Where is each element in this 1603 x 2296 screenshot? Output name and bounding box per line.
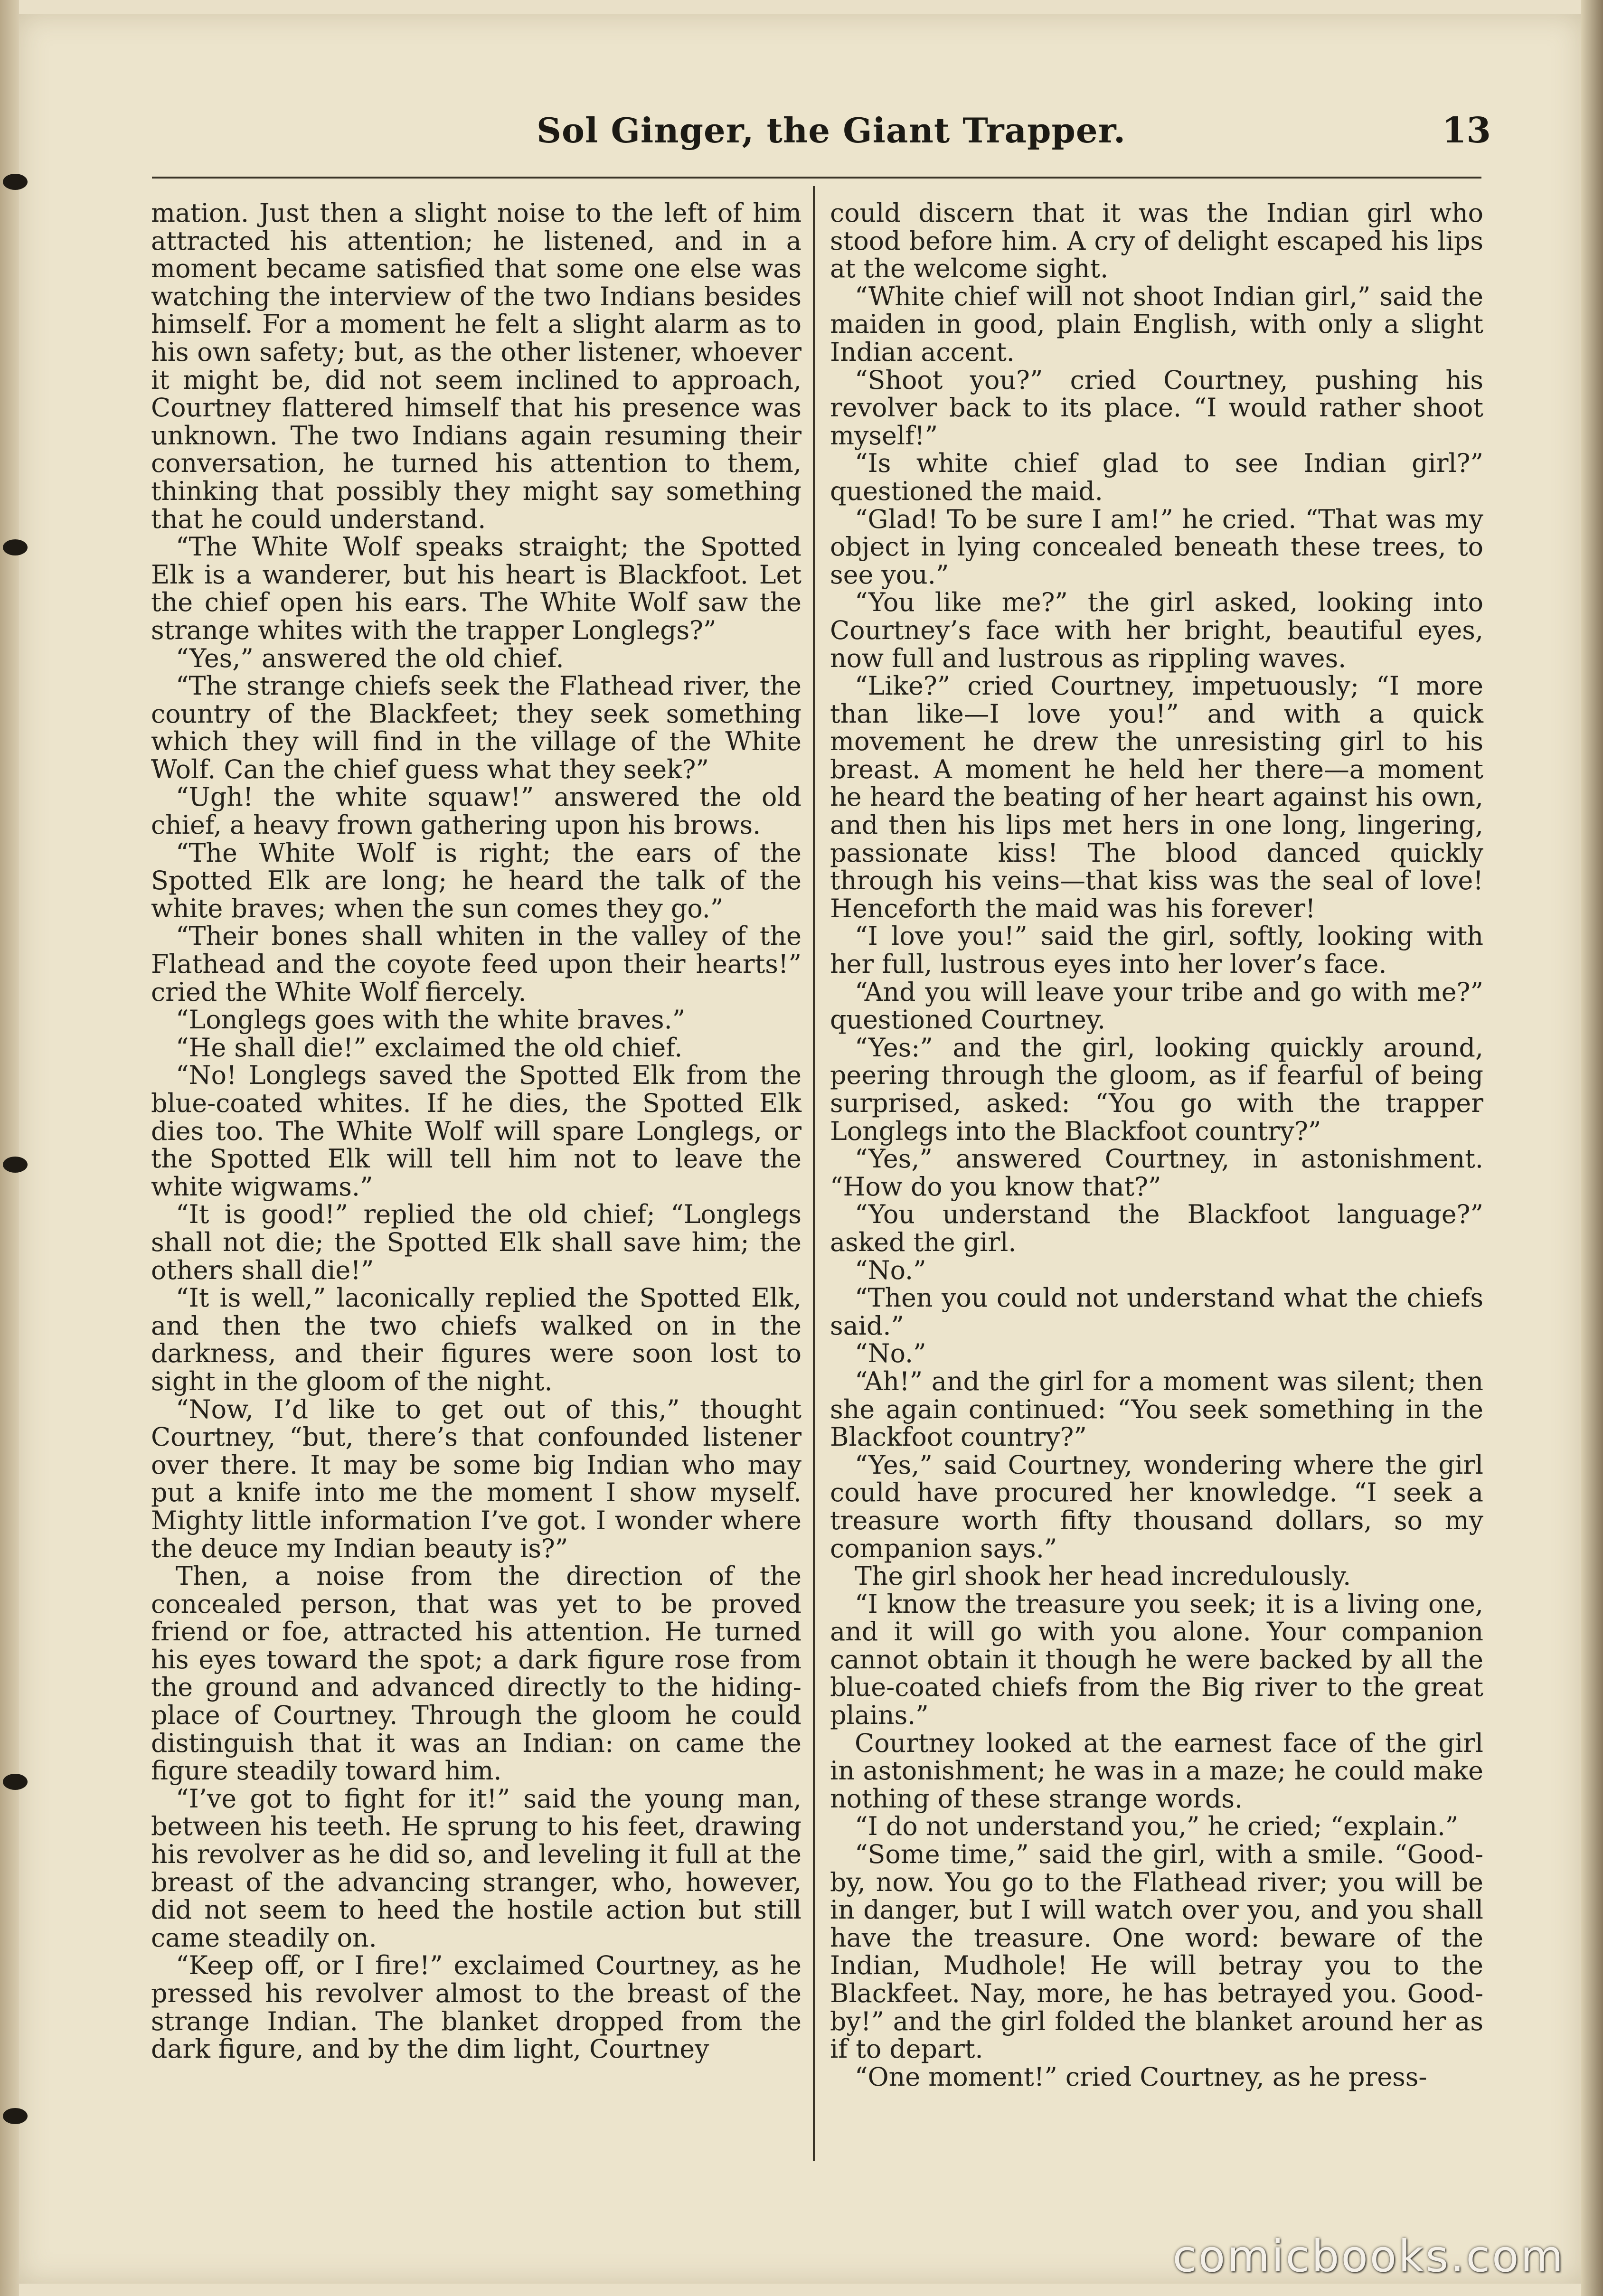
paragraph: “I’ve got to fight for it!” said the young man, between his teeth. He sprung to his feet, drawing his revolver as he did so, and leveling it full at the breast of the advancing stranger, who, however, did not seem to heed the hostile action but still came steadily on. <box>151 1783 802 1953</box>
paragraph: “I know the treasure you seek; it is a living one, and it will go with you alone. Your companion cannot obtain it though he were backed by all the blue-coated chiefs from the Big river to the great plains.” <box>830 1589 1483 1731</box>
paragraph: “Yes,” answered Courtney, in astonishment. “How do you know that?” <box>830 1144 1483 1202</box>
binding-spine <box>0 0 19 2296</box>
paragraph: “The strange chiefs seek the Flathead river, the country of the Blackfeet; they seek something which they will find in the village of the White Wolf. Can the chief guess what they seek?” <box>151 671 802 784</box>
paragraph: could discern that it was the Indian girl who stood before him. A cry of delight escaped his lips at the welcome sight. <box>830 198 1483 284</box>
paragraph: The girl shook her head incredulously. <box>855 1561 1351 1591</box>
paragraph: “Yes:” and the girl, looking quickly around, peering through the gloom, as if fearful of being surprised, asked: “You go with the trapper Longlegs into the Blackfoot country?” <box>830 1032 1483 1146</box>
paragraph: mation. Just then a slight noise to the left of him attracted his attention; he listened, and in a moment became satisfied that some one else was watching the interview of the two Indians besides himself. For a moment he felt a slight alarm as to his own safety; but, as the other listener, whoever it might be, did not seem inclined to approach, Courtney flattered himself that his presence was unknown. The two Indians again resuming their conversation, he turned his attention to them, thinking that possibly they might say something that he could understand. <box>151 198 802 534</box>
paragraph: “It is well,” laconically replied the Spotted Elk, and then the two chiefs walked on in the darkness, and their figures were soon lost to sight in the gloom of the night. <box>151 1283 802 1396</box>
paragraph: “No.” <box>855 1338 926 1369</box>
binding-hole <box>3 1157 28 1173</box>
paragraph: “Longlegs goes with the white braves.” <box>176 1005 686 1035</box>
paragraph: “Ah!” and the girl for a moment was silent; then she again continued: “You seek something in the Blackfoot country?” <box>830 1366 1483 1452</box>
paragraph: “One moment!” cried Courtney, as he press- <box>855 2061 1427 2092</box>
paragraph: “Their bones shall whiten in the valley of the Flathead and the coyote feed upon their hearts!” cried the White Wolf fiercely. <box>151 921 802 1007</box>
running-title: Sol Ginger, the Giant Trapper. <box>537 110 1126 151</box>
binding-hole <box>3 539 28 555</box>
paragraph: “Glad! To be sure I am!” he cried. “That was my object in lying concealed beneath these trees, to see you.” <box>830 504 1483 590</box>
paragraph: “Like?” cried Courtney, impetuously; “I more than like—I love you!” and with a quick movement he drew the unresisting girl to his breast. A moment he held her there—a moment he heard the beating of her heart against his own, and then his lips met hers in one long, lingering, passionate kiss! The blood danced quickly through his veins—that kiss was the seal of love! Henceforth the maid was his forever! <box>830 671 1483 923</box>
paragraph: “The White Wolf is right; the ears of the Spotted Elk are long; he heard the talk of the white braves; when the sun comes they go.” <box>151 837 802 923</box>
paragraph: Courtney looked at the earnest face of the girl in astonishment; he was in a maze; he could make nothing of these strange words. <box>830 1728 1483 1814</box>
paragraph: “I love you!” said the girl, softly, looking with her full, lustrous eyes into her lover’s face. <box>830 921 1483 979</box>
header-rule <box>152 177 1481 179</box>
paragraph: “Yes,” said Courtney, wondering where the girl could have procured her knowledge. “I seek a treasure worth fifty thousand dollars, so my companion says.” <box>830 1449 1483 1563</box>
binding-hole <box>3 1774 28 1790</box>
paragraph: “Keep off, or I fire!” exclaimed Courtney, as he pressed his revolver almost to the breast of the strange Indian. The blanket dropped from the dark figure, and by the dim light, Courtney <box>151 1950 802 2064</box>
paragraph: “You understand the Blackfoot language?” asked the girl. <box>830 1199 1483 1257</box>
paragraph: “It is good!” replied the old chief; “Longlegs shall not die; the Spotted Elk shall save him; the others shall die!” <box>151 1199 802 1285</box>
page-number: 13 <box>1442 110 1491 151</box>
paragraph: “No! Longlegs saved the Spotted Elk from the blue-coated whites. If he dies, the Spotted Elk dies too. The White Wolf will spare Longlegs, or the Spotted Elk will tell him not to leave the white wigwams.” <box>151 1060 802 1202</box>
column-divider <box>813 186 815 2161</box>
paragraph: “You like me?” the girl asked, looking into Courtney’s face with her bright, beautiful eyes, now full and lustrous as rippling waves. <box>830 587 1483 673</box>
paragraph: “Now, I’d like to get out of this,” thought Courtney, “but, there’s that confounded listener over there. It may be some big Indian who may put a knife into me the moment I show myself. Mighty little information I’ve got. I wonder where the deuce my Indian beauty is?” <box>151 1394 802 1563</box>
paragraph: “He shall die!” exclaimed the old chief. <box>176 1032 683 1063</box>
paragraph: “Ugh! the white squaw!” answered the old chief, a heavy frown gathering upon his brows. <box>151 782 802 840</box>
left-column <box>151 199 802 2063</box>
paragraph: “The White Wolf speaks straight; the Spotted Elk is a wanderer, but his heart is Blackfoot. Let the chief open his ears. The White Wolf saw the strange whites with the trapper Longlegs?” <box>151 532 802 645</box>
running-header <box>152 110 1491 162</box>
binding-hole <box>3 2108 28 2124</box>
paragraph: “No.” <box>855 1255 926 1285</box>
page-edge <box>1581 0 1603 2296</box>
paragraph: “Shoot you?” cried Courtney, pushing his revolver back to its place. “I would rather shoot myself!” <box>830 365 1483 451</box>
paragraph: “I do not understand you,” he cried; “explain.” <box>855 1811 1459 1842</box>
paragraph: “Some time,” said the girl, with a smile. “Good-by, now. You go to the Flathead river; you will be in danger, but I will watch over you, and you shall have the treasure. One word: beware of the Indian, Mudhole! He will betray you to the Blackfeet. Nay, more, he has betrayed you. Good-by!” and the girl folded the blanket around her as if to depart. <box>830 1839 1483 2064</box>
paragraph: “White chief will not shoot Indian girl,” said the maiden in good, plain English, with only a slight Indian accent. <box>830 281 1483 367</box>
paragraph: “Is white chief glad to see Indian girl?” questioned the maid. <box>830 448 1483 506</box>
paragraph: Then, a noise from the direction of the concealed person, that was yet to be proved friend or foe, attracted his attention. He turned his eyes toward the spot; a dark figure rose from the ground and advanced directly to the hiding-place of Courtney. Through the gloom he could distinguish that it was an Indian: on came the figure steadily toward him. <box>151 1561 802 1786</box>
right-column <box>830 199 1483 2091</box>
paragraph: “Yes,” answered the old chief. <box>176 643 564 673</box>
paragraph: “And you will leave your tribe and go with me?” questioned Courtney. <box>830 977 1483 1035</box>
binding-hole <box>3 174 28 190</box>
watermark: comicbooks.com <box>1172 2231 1565 2282</box>
paragraph: “Then you could not understand what the chiefs said.” <box>830 1283 1483 1341</box>
